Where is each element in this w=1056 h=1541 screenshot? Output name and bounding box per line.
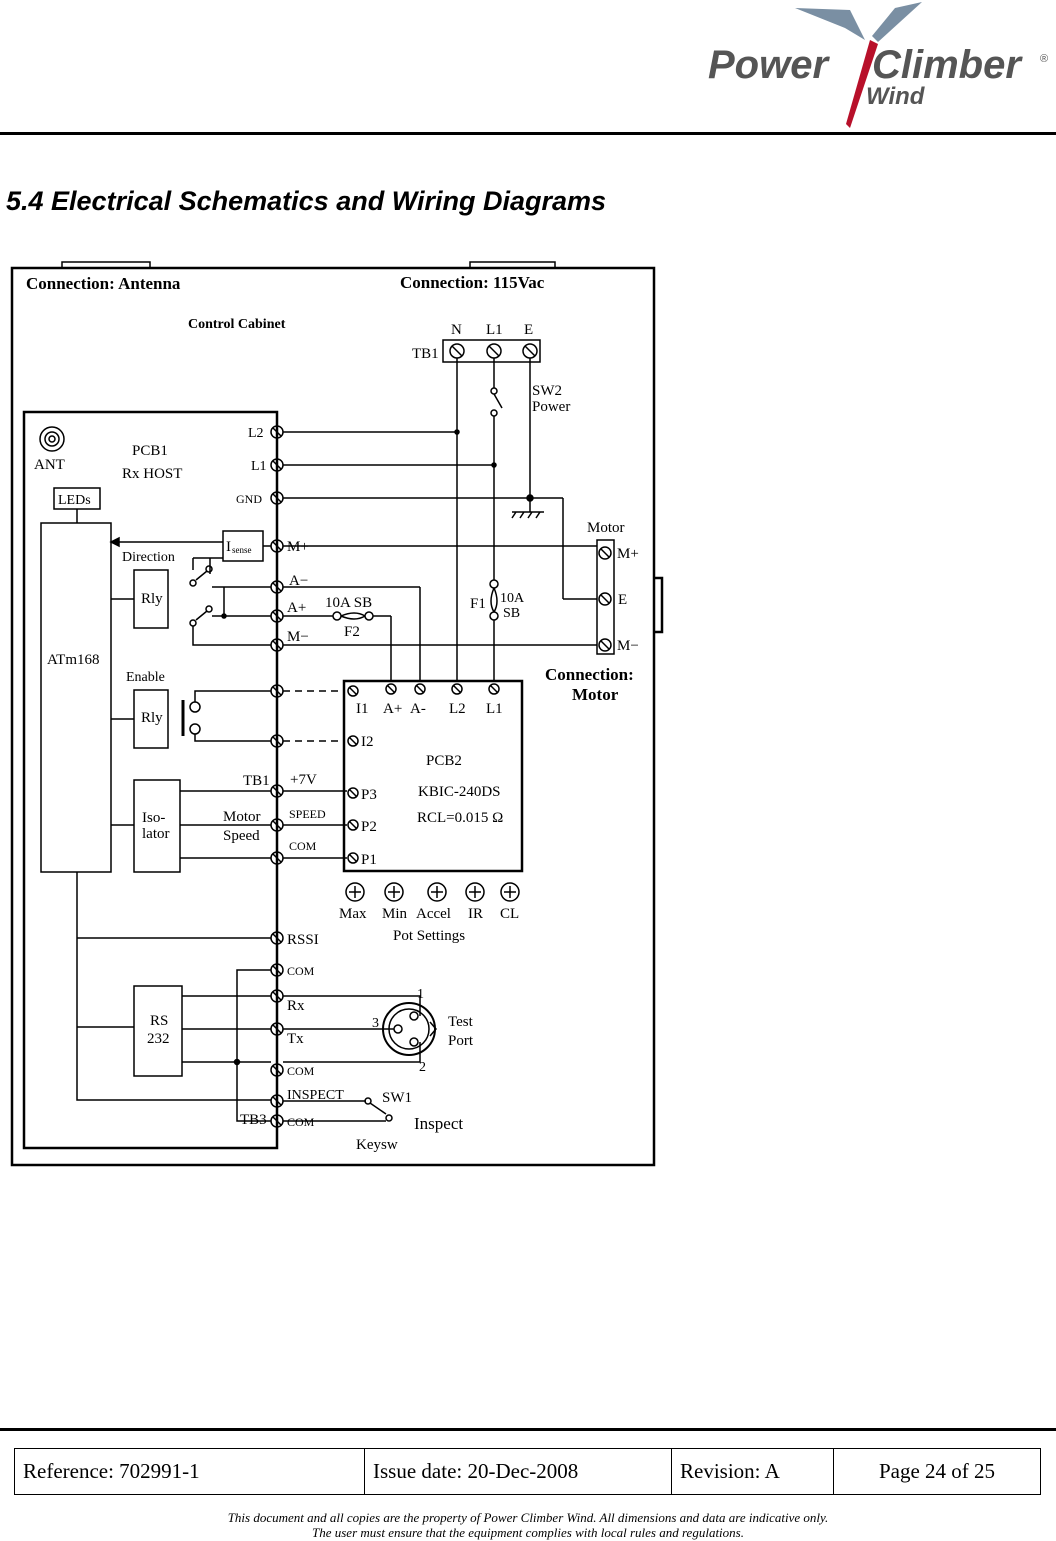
label-sw1: SW1 [382, 1090, 412, 1106]
label-conn-motor-1: Connection: [545, 665, 634, 684]
label-e: E [524, 322, 534, 338]
label-pcb2-i1: I1 [356, 701, 369, 717]
label-n: N [451, 322, 462, 338]
label-sw2: SW2 [532, 383, 562, 399]
label-pot-max: Max [339, 906, 367, 922]
label-tp-3: 3 [372, 1016, 379, 1031]
label-direction: Direction [122, 550, 175, 565]
footer-revision: Revision: A [672, 1449, 834, 1495]
label-com1: COM [289, 839, 317, 853]
company-logo [700, 0, 1056, 130]
label-pcb2-aplus: A+ [383, 701, 403, 717]
label-motor: Motor [587, 520, 625, 536]
label-pot-ir: IR [468, 906, 483, 922]
label-com3: COM [287, 1064, 315, 1078]
label-pcb2-l2: L2 [449, 701, 466, 717]
label-l1: L1 [486, 322, 503, 338]
footer-reference: Reference: 702991-1 [15, 1449, 365, 1495]
footer-disclaimer-1: This document and all copies are the property of Power Climber Wind. All dimensions and data are indicative only. [227, 1510, 829, 1525]
label-rcl: RCL=0.015 Ω [417, 810, 504, 826]
label-pcb2-p2: P2 [361, 819, 377, 835]
label-leds: LEDs [58, 493, 91, 508]
label-tp-2: 2 [419, 1060, 426, 1075]
footer-disclaimer-2: The user must ensure that the equipment complies with local rules and regulations. [312, 1525, 744, 1540]
label-iso1: Iso- [142, 810, 166, 826]
label-motor-mplus: M+ [617, 546, 639, 562]
label-pcb2-p1: P1 [361, 852, 377, 868]
label-pin-aplus: A+ [287, 600, 307, 616]
label-pcb2-l1: L1 [486, 701, 503, 717]
label-f2: F2 [344, 624, 360, 640]
logo-text-climber: Climber [872, 43, 1021, 87]
label-pin-mminus: M− [287, 629, 309, 645]
label-isense: I [226, 539, 231, 555]
label-pin-mplus: M+ [287, 539, 309, 555]
label-pcb2: PCB2 [426, 753, 462, 769]
label-f1: F1 [470, 596, 486, 612]
label-f1-sb: SB [503, 606, 521, 621]
label-inspect-pin: INSPECT [287, 1088, 344, 1103]
label-pin-gnd: GND [236, 492, 262, 506]
label-speed: SPEED [289, 807, 326, 821]
label-tx: Tx [287, 1031, 304, 1047]
label-conn-antenna: Connection: Antenna [26, 274, 181, 293]
label-motor-mminus: M− [617, 638, 639, 654]
section-title: 5.4 Electrical Schematics and Wiring Diagrams [6, 186, 606, 216]
label-control-cabinet: Control Cabinet [188, 317, 286, 332]
label-conn-115vac: Connection: 115Vac [400, 273, 545, 292]
footer-info-table [14, 1448, 1041, 1495]
label-atm168: ATm168 [47, 652, 100, 668]
label-rly-enable: Rly [141, 710, 163, 726]
label-ant: ANT [34, 457, 65, 473]
label-test: Test [448, 1014, 473, 1030]
label-pcb2-aminus: A- [410, 701, 426, 717]
label-pin-l1: L1 [251, 459, 267, 474]
footer-page: Page 24 of 25 [834, 1449, 1041, 1495]
label-tb3: TB3 [240, 1112, 267, 1128]
label-rs: RS [150, 1013, 169, 1029]
logo-registered: ® [1040, 53, 1049, 65]
label-pcb1: PCB1 [132, 443, 168, 459]
wiring-schematic [0, 240, 680, 1180]
label-kbic: KBIC-240DS [418, 784, 501, 800]
label-f1-10a: 10A [500, 591, 525, 606]
label-pot-settings: Pot Settings [393, 928, 466, 944]
label-power: Power [532, 399, 571, 415]
label-iso2: lator [142, 826, 170, 842]
footer-rule [0, 1428, 1056, 1431]
label-pin-l2: L2 [248, 426, 264, 441]
label-com2: COM [287, 964, 315, 978]
label-rly-direction: Rly [141, 591, 163, 607]
label-fuse-f2-rating: 10A SB [325, 595, 373, 611]
label-tb1-mid: TB1 [243, 773, 270, 789]
label-pot-min: Min [382, 906, 408, 922]
label-inspect: Inspect [414, 1114, 464, 1133]
label-pin-aminus: A− [289, 573, 309, 589]
footer-issue-date: Issue date: 20-Dec-2008 [365, 1449, 672, 1495]
label-com4: COM [287, 1115, 315, 1129]
label-motor-speed-2: Speed [223, 828, 260, 844]
label-tp-1: 1 [417, 987, 424, 1002]
logo-text-wind: Wind [866, 83, 925, 110]
label-rssi: RSSI [287, 932, 319, 948]
label-port: Port [448, 1033, 474, 1049]
label-pot-accel: Accel [416, 906, 451, 922]
label-isense-sub: sense [232, 545, 252, 555]
label-motor-e: E [618, 592, 628, 608]
label-enable: Enable [126, 670, 165, 685]
label-keysw: Keysw [356, 1137, 398, 1153]
label-motor-speed-1: Motor [223, 809, 261, 825]
logo-text-power: Power [708, 43, 829, 87]
label-rx-host: Rx HOST [122, 466, 183, 482]
header-rule [0, 132, 1056, 135]
label-conn-motor-2: Motor [572, 685, 619, 704]
label-232: 232 [147, 1031, 170, 1047]
label-pcb2-p3: P3 [361, 787, 377, 803]
label-rx: Rx [287, 998, 305, 1014]
label-pot-cl: CL [500, 906, 520, 922]
label-pcb2-i2: I2 [361, 734, 374, 750]
label-tb1-top: TB1 [412, 346, 439, 362]
label-plus7v: +7V [290, 772, 317, 788]
